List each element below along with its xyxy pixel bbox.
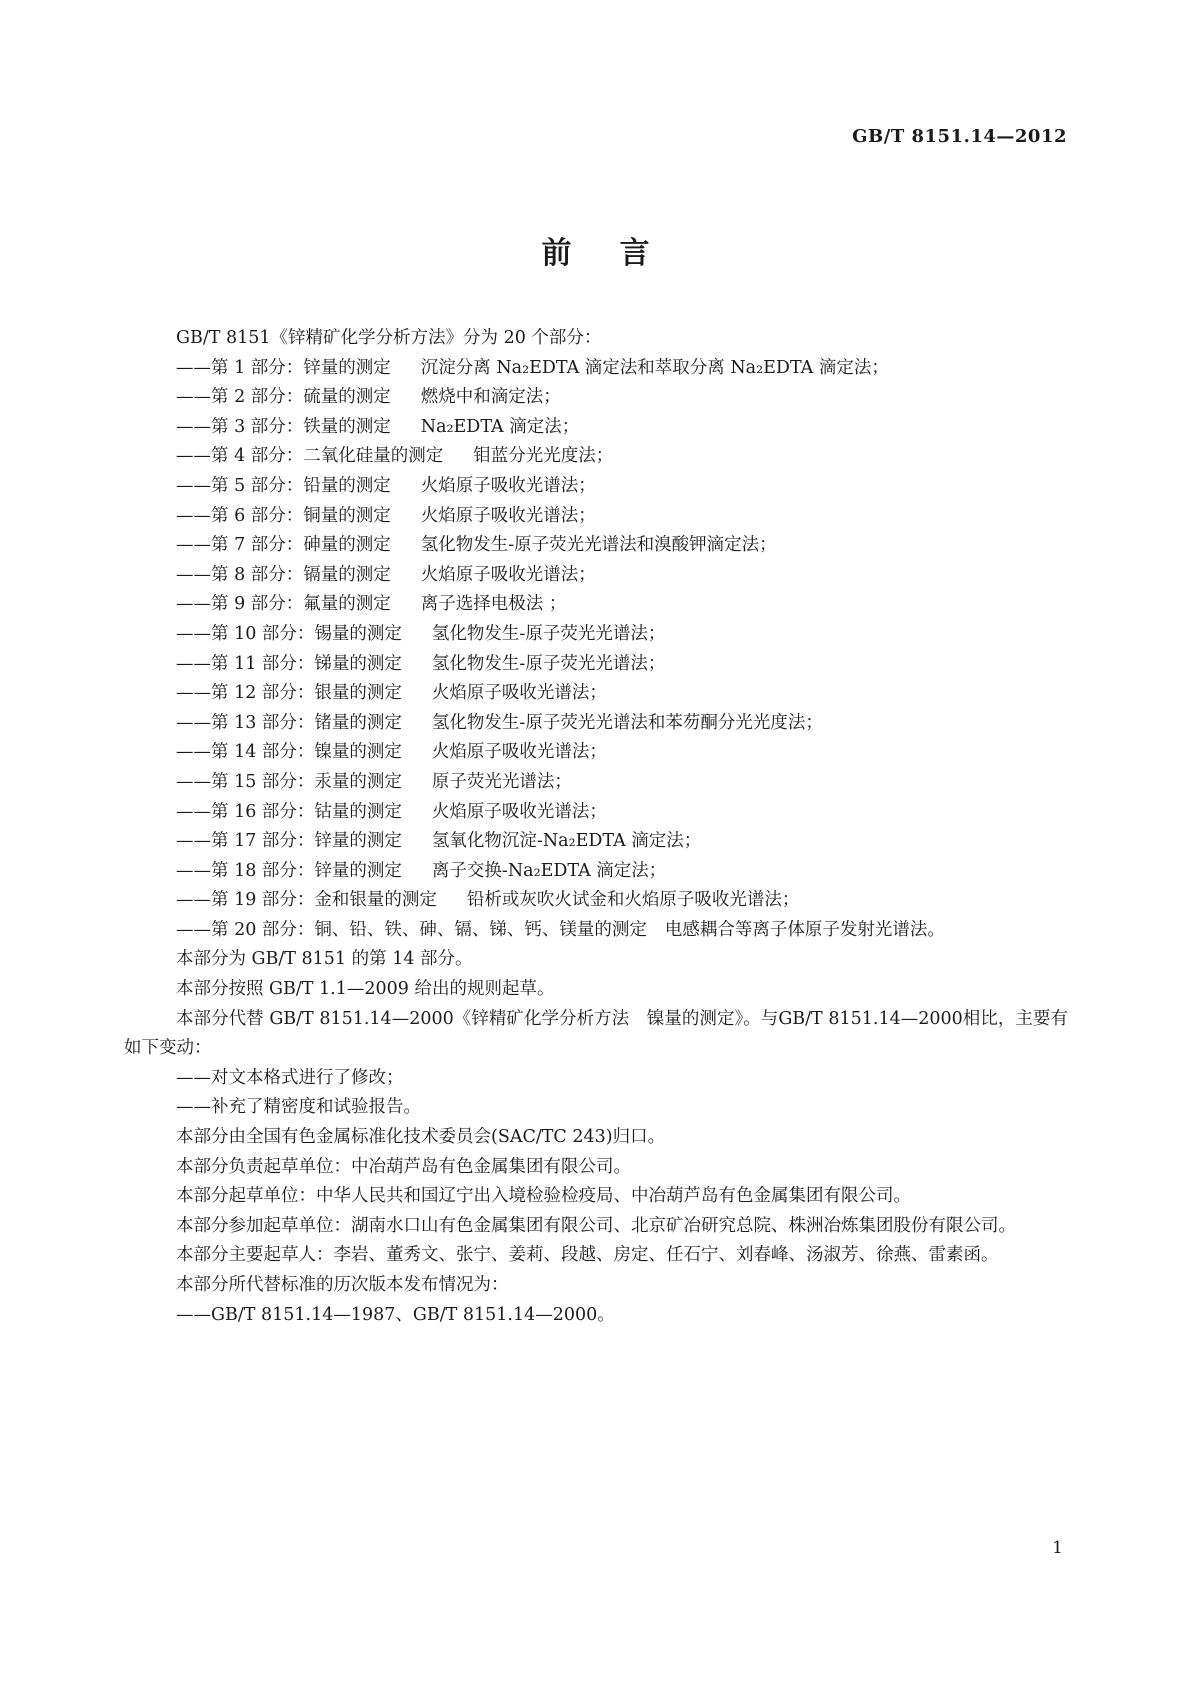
centralized-statement: 本部分由全国有色金属标准化技术委员会(SAC/TC 243)归口。 <box>176 1127 666 1148</box>
standard-code-header: GB/T 8151.14—2012 <box>852 126 1067 147</box>
participating-units-statement: 本部分参加起草单位：湖南水口山有色金属集团有限公司、北京矿冶研究总院、株洲冶炼集团股份有限公司。 <box>176 1215 1016 1236</box>
list-item: ——第 16 部分：钴量的测定 火焰原子吸收光谱法； <box>176 801 607 822</box>
intro-paragraph: GB/T 8151《锌精矿化学分析方法》分为 20 个部分： <box>176 328 602 348</box>
foreword-body <box>124 324 1068 1330</box>
list-item: ——第 15 部分：汞量的测定 原子荧光光谱法； <box>176 771 572 792</box>
drafting-rules-statement: 本部分按照 GB/T 1.1—2009 给出的规则起草。 <box>176 979 555 1000</box>
list-item: ——第 6 部分：铜量的测定 火焰原子吸收光谱法； <box>176 505 596 526</box>
history-item: ——GB/T 8151.14—1987、GB/T 8151.14—2000。 <box>176 1304 615 1325</box>
list-item: ——第 5 部分：铅量的测定 火焰原子吸收光谱法； <box>176 475 596 496</box>
change-item: ——对文本格式进行了修改； <box>176 1067 404 1088</box>
list-item: ——第 4 部分：二氧化硅量的测定 钼蓝分光光度法； <box>176 446 614 467</box>
list-item: ——第 14 部分：镍量的测定 火焰原子吸收光谱法； <box>176 742 607 763</box>
list-item: ——第 8 部分：镉量的测定 火焰原子吸收光谱法； <box>176 564 596 585</box>
list-item: ——第 3 部分：铁量的测定 Na₂EDTA 滴定法； <box>176 416 580 437</box>
list-item: ——第 20 部分：铜、铅、铁、砷、镉、锑、钙、镁量的测定 电感耦合等离子体原子发射光谱法。 <box>176 919 945 940</box>
part-of-statement: 本部分为 GB/T 8151 的第 14 部分。 <box>176 949 473 970</box>
page-title: 前言 <box>541 236 698 271</box>
list-item: ——第 1 部分：锌量的测定 沉淀分离 Na₂EDTA 滴定法和萃取分离 Na₂EDTA 滴定法； <box>176 357 889 378</box>
page-number: 1 <box>1052 1538 1063 1558</box>
list-item: ——第 19 部分：金和银量的测定 铅析或灰吹火试金和火焰原子吸收光谱法； <box>176 890 800 911</box>
history-intro: 本部分所代替标准的历次版本发布情况为： <box>176 1275 509 1295</box>
list-item: ——第 13 部分：锗量的测定 氢化物发生-原子荧光光谱法和苯芴酮分光光度法； <box>176 712 823 733</box>
list-item: ——第 10 部分：锡量的测定 氢化物发生-原子荧光光谱法； <box>176 623 666 644</box>
change-item: ——补充了精密度和试验报告。 <box>176 1097 421 1118</box>
list-item: ——第 2 部分：硫量的测定 燃烧中和滴定法； <box>176 387 561 408</box>
responsible-unit-statement: 本部分负责起草单位：中冶葫芦岛有色金属集团有限公司。 <box>176 1156 631 1177</box>
drafters-statement: 本部分主要起草人：李岩、董秀文、张宁、姜莉、段越、房定、任石宁、刘春峰、汤淑芳、徐燕、雷素函。 <box>176 1245 999 1266</box>
list-item: ——第 12 部分：银量的测定 火焰原子吸收光谱法； <box>176 683 607 704</box>
replaces-statement: 本部分代替 GB/T 8151.14—2000《锌精矿化学分析方法 镍量的测定》。与GB/T 8151.14—2000相比，主要有如下变动： <box>124 1008 1068 1059</box>
list-item: ——第 9 部分：氟量的测定 离子选择电极法 ； <box>176 594 567 615</box>
list-item: ——第 7 部分：砷量的测定 氢化物发生-原子荧光光谱法和溴酸钾滴定法； <box>176 535 777 556</box>
parts-list <box>124 354 1068 946</box>
drafting-units-statement: 本部分起草单位：中华人民共和国辽宁出入境检验检疫局、中冶葫芦岛有色金属集团有限公司。 <box>176 1186 911 1207</box>
list-item: ——第 18 部分：锌量的测定 离子交换-Na₂EDTA 滴定法； <box>176 860 667 881</box>
list-item: ——第 17 部分：锌量的测定 氢氧化物沉淀-Na₂EDTA 滴定法； <box>176 831 702 852</box>
list-item: ——第 11 部分：锑量的测定 氢化物发生-原子荧光光谱法； <box>176 653 666 674</box>
